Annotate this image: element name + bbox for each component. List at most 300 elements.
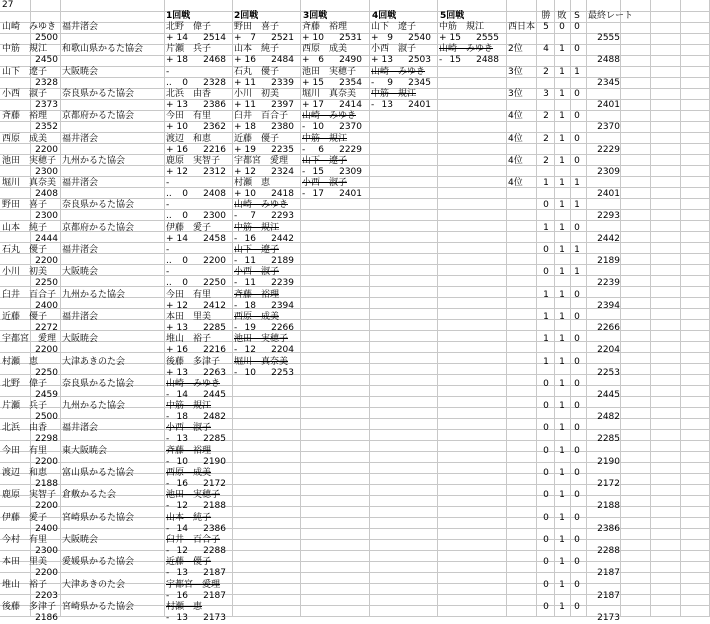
round-opponent[interactable]: 本田 里美 [166,312,212,322]
win-count[interactable]: 0 [543,535,549,545]
round-rating[interactable]: 2328 [203,78,226,88]
round-rating[interactable]: 2250 [203,278,226,288]
player-name[interactable]: 北野 偉子 [2,379,48,389]
win-count[interactable]: 0 [543,379,549,389]
round-opponent[interactable]: 北浜 由香 [166,89,212,99]
rank-label[interactable] [508,223,536,234]
initial-rating[interactable]: 2328 [35,78,58,88]
player-name[interactable]: 村瀬 恵 [2,357,39,367]
round-rating[interactable]: 2300 [203,211,226,221]
player-name[interactable]: 今田 有里 [2,446,48,456]
initial-rating[interactable]: 2250 [35,368,58,378]
round-opponent[interactable]: 山下 遼子 [234,245,280,255]
round-opponent[interactable]: 山崎 みゆき [166,379,221,389]
win-count[interactable]: 0 [543,245,549,255]
final-rating[interactable]: 2172 [597,479,620,489]
round-opponent[interactable]: - [166,178,170,188]
win-count[interactable]: 0 [543,446,549,456]
round-5-header[interactable]: 5回戦 [440,11,465,21]
round-opponent[interactable]: 近藤 優子 [166,557,212,567]
round-opponent[interactable]: 山崎 みゆき [234,200,289,210]
round-opponent[interactable]: 山下 遼子 [302,156,348,166]
round-opponent[interactable]: - [166,67,170,77]
player-club[interactable]: 東大阪暁会 [62,446,108,456]
initial-rating[interactable]: 2250 [35,278,58,288]
player-club[interactable]: 福井渚会 [62,312,99,322]
win-count[interactable]: 1 [543,223,549,233]
initial-rating[interactable]: 2300 [35,546,58,556]
player-club[interactable]: 大津あきのた会 [62,357,126,367]
final-rating[interactable]: 2386 [597,524,620,534]
round-opponent[interactable]: 池田 実穂子 [166,490,221,500]
rank-label[interactable] [508,468,536,479]
s-count[interactable]: 0 [574,111,580,121]
round-opponent[interactable]: - [166,245,170,255]
lose-count[interactable]: 1 [559,44,565,54]
rank-label[interactable] [508,334,536,345]
round-rating[interactable]: 2408 [203,189,226,199]
round-rating[interactable]: 2190 [203,457,226,467]
player-name[interactable]: 鹿原 実智子 [2,490,57,500]
round-rating[interactable]: 2521 [271,33,294,43]
round-opponent[interactable]: 山崎 みゆき [371,67,426,77]
round-rating[interactable]: 2235 [271,145,294,155]
s-count[interactable]: 0 [574,401,580,411]
player-club[interactable]: 福井渚会 [62,245,99,255]
round-opponent[interactable]: 西原 成美 [302,44,348,54]
final-rating[interactable]: 2401 [597,189,620,199]
player-club[interactable]: 宮崎県かるた協会 [62,513,135,523]
player-name[interactable]: 石丸 優子 [2,245,48,255]
round-opponent[interactable]: 小川 初美 [234,89,280,99]
player-name[interactable]: 後藤 多津子 [2,602,57,612]
round-rating[interactable]: 2263 [203,368,226,378]
round-rating[interactable]: 2488 [476,55,499,65]
round-opponent[interactable]: 伊藤 愛子 [166,223,212,233]
win-count[interactable]: 0 [543,513,549,523]
round-rating[interactable]: 2293 [271,211,294,221]
round-rating[interactable]: 2285 [203,434,226,444]
round-opponent[interactable]: 堀川 真奈美 [302,89,357,99]
initial-rating[interactable]: 2200 [35,457,58,467]
rank-label[interactable] [508,602,536,613]
initial-rating[interactable]: 2188 [35,479,58,489]
player-club[interactable]: 和歌山県かるた協会 [62,44,144,54]
final-rating[interactable]: 2309 [597,167,620,177]
round-rating[interactable]: 2401 [408,100,431,110]
lose-count[interactable]: 1 [559,223,565,233]
round-opponent[interactable]: 堆山 裕子 [166,334,212,344]
round-opponent[interactable]: 斉藤 裕理 [234,290,280,300]
round-rating[interactable]: 2482 [203,412,226,422]
player-club[interactable]: 京都府かるた協会 [62,223,135,233]
rank-label[interactable]: 4位 [508,111,523,121]
player-name[interactable]: 今村 有里 [2,535,48,545]
player-name[interactable]: 山崎 みゆき [2,22,57,32]
final-rating[interactable]: 2188 [597,501,620,511]
round-opponent[interactable]: 中筋 規江 [302,134,348,144]
player-club[interactable]: 九州かるた協会 [62,290,126,300]
lose-count[interactable]: 1 [559,357,565,367]
player-club[interactable]: 福井渚会 [62,178,99,188]
initial-rating[interactable]: 2400 [35,301,58,311]
round-opponent[interactable]: 山崎 みゆき [302,111,357,121]
round-rating[interactable]: 2397 [271,100,294,110]
initial-rating[interactable]: 2352 [35,122,58,132]
lose-count[interactable]: 1 [559,267,565,277]
win-count[interactable]: 0 [543,468,549,478]
round-rating[interactable]: 2503 [408,55,431,65]
s-count[interactable]: 0 [574,89,580,99]
rank-label[interactable] [508,312,536,323]
round-rating[interactable]: 2354 [339,78,362,88]
player-name[interactable]: 堆山 裕子 [2,580,48,590]
player-name[interactable]: 本田 里美 [2,557,48,567]
player-club[interactable]: 奈良県かるた協会 [62,379,135,389]
initial-rating[interactable]: 2200 [35,345,58,355]
round-opponent[interactable]: 山崎 みゆき [439,44,494,54]
round-opponent[interactable]: 小西 淑子 [234,267,280,277]
round-rating[interactable]: 2339 [271,78,294,88]
round-opponent[interactable]: 斉藤 裕理 [302,22,348,32]
initial-rating[interactable]: 2298 [35,434,58,444]
initial-rating[interactable]: 2400 [35,524,58,534]
round-opponent[interactable]: 斉藤 裕理 [166,446,212,456]
player-name[interactable]: 中筋 規江 [2,44,48,54]
lose-count[interactable]: 1 [559,134,565,144]
initial-rating[interactable]: 2459 [35,390,58,400]
final-rating[interactable]: 2370 [597,122,620,132]
player-name[interactable]: 伊藤 愛子 [2,513,48,523]
round-opponent[interactable]: 臼井 百合子 [234,111,289,121]
final-rating[interactable]: 2288 [597,546,620,556]
rank-label[interactable]: 西日本 [508,22,536,32]
player-club[interactable]: 京都府かるた協会 [62,111,135,121]
lose-count[interactable]: 1 [559,401,565,411]
initial-rating[interactable]: 2450 [35,55,58,65]
lose-header[interactable]: 敗 [557,11,567,21]
round-rating[interactable]: 2288 [203,546,226,556]
initial-rating[interactable]: 2272 [35,323,58,333]
round-rating[interactable]: 2216 [203,345,226,355]
round-rating[interactable]: 2540 [408,33,431,43]
round-rating[interactable]: 2458 [203,234,226,244]
player-club[interactable]: 倉敷かるた会 [62,490,117,500]
round-rating[interactable]: 2555 [476,33,499,43]
final-rating[interactable]: 2187 [597,568,620,578]
initial-rating[interactable]: 2500 [35,412,58,422]
player-club[interactable]: 九州かるた協会 [62,156,126,166]
rank-label[interactable] [508,513,536,524]
round-rating[interactable]: 2324 [271,167,294,177]
final-rating[interactable]: 2253 [597,368,620,378]
round-rating[interactable]: 2189 [271,256,294,266]
round-3-header[interactable]: 3回戦 [303,11,328,21]
win-count[interactable]: 1 [543,290,549,300]
round-opponent[interactable]: 堀川 真奈美 [234,357,289,367]
final-rating[interactable]: 2345 [597,78,620,88]
round-rating[interactable]: 2442 [271,234,294,244]
s-count[interactable]: 1 [574,178,580,188]
round-rating[interactable]: 2239 [271,278,294,288]
win-count[interactable]: 0 [543,200,549,210]
win-count[interactable]: 0 [543,602,549,612]
round-rating[interactable]: 2172 [203,479,226,489]
round-opponent[interactable]: 今田 有里 [166,111,212,121]
s-count[interactable]: 0 [574,423,580,433]
final-rating[interactable]: 2173 [597,613,620,623]
win-count[interactable]: 1 [543,357,549,367]
win-count[interactable]: 0 [543,267,549,277]
round-opponent[interactable]: 池田 実穂子 [234,334,289,344]
player-club[interactable]: 福井渚会 [62,22,99,32]
rank-label[interactable] [508,423,536,434]
round-rating[interactable]: 2394 [271,301,294,311]
win-count[interactable]: 2 [543,134,549,144]
player-club[interactable]: 大阪暁会 [62,334,99,344]
round-rating[interactable]: 2445 [203,390,226,400]
rank-label[interactable]: 4位 [508,178,523,188]
round-opponent[interactable]: 後藤 多津子 [166,357,221,367]
lose-count[interactable]: 1 [559,312,565,322]
rank-label[interactable] [508,535,536,546]
final-rating[interactable]: 2239 [597,278,620,288]
lose-count[interactable]: 1 [559,178,565,188]
player-name[interactable]: 池田 実穂子 [2,156,57,166]
round-1-header[interactable]: 1回戦 [166,11,191,21]
round-opponent[interactable]: - [166,267,170,277]
lose-count[interactable]: 1 [559,446,565,456]
lose-count[interactable]: 1 [559,423,565,433]
round-rating[interactable]: 2412 [203,301,226,311]
round-opponent[interactable]: - [166,200,170,210]
round-opponent[interactable]: 臼井 百合子 [166,535,221,545]
s-count[interactable]: 0 [574,602,580,612]
lose-count[interactable]: 1 [559,513,565,523]
player-club[interactable]: 福井渚会 [62,134,99,144]
round-opponent[interactable]: 山本 純子 [166,513,212,523]
rank-label[interactable] [508,557,536,568]
s-count[interactable]: 0 [574,156,580,166]
player-club[interactable]: 福井渚会 [62,423,99,433]
round-opponent[interactable]: 今田 有里 [166,290,212,300]
s-count[interactable]: 1 [574,200,580,210]
round-opponent[interactable]: 宇都宮 愛理 [234,156,289,166]
s-count[interactable]: 0 [574,580,580,590]
final-rating[interactable]: 2445 [597,390,620,400]
lose-count[interactable]: 1 [559,602,565,612]
round-rating[interactable]: 2386 [203,100,226,110]
win-count[interactable]: 2 [543,156,549,166]
lose-count[interactable]: 1 [559,535,565,545]
win-count[interactable]: 0 [543,423,549,433]
round-rating[interactable]: 2312 [203,167,226,177]
round-rating[interactable]: 2229 [339,145,362,155]
round-rating[interactable]: 2401 [339,189,362,199]
player-name[interactable]: 小川 初美 [2,267,48,277]
win-count[interactable]: 1 [543,334,549,344]
lose-count[interactable]: 1 [559,334,565,344]
rank-label[interactable] [508,200,536,211]
initial-rating[interactable]: 2200 [35,568,58,578]
s-count[interactable]: 0 [574,290,580,300]
s-count[interactable]: 0 [574,379,580,389]
final-rating[interactable]: 2229 [597,145,620,155]
round-opponent[interactable]: 西原 成美 [234,312,280,322]
player-name[interactable]: 斉藤 裕理 [2,111,48,121]
round-rating[interactable]: 2188 [203,501,226,511]
win-header[interactable]: 勝 [541,11,551,21]
player-name[interactable]: 渡辺 和恵 [2,468,48,478]
player-name[interactable]: 近藤 優子 [2,312,48,322]
final-rating[interactable]: 2189 [597,256,620,266]
round-rating[interactable]: 2173 [203,613,226,623]
player-club[interactable]: 大阪暁会 [62,267,99,277]
round-opponent[interactable]: 宇都宮 愛理 [166,580,221,590]
round-opponent[interactable]: 小西 淑子 [371,44,417,54]
lose-count[interactable]: 1 [559,379,565,389]
lose-count[interactable]: 0 [559,22,565,32]
win-count[interactable]: 5 [543,22,549,32]
final-rating[interactable]: 2266 [597,323,620,333]
final-rating-header[interactable]: 最終レート [588,11,634,21]
win-count[interactable]: 0 [543,580,549,590]
player-club[interactable]: 奈良県かるた協会 [62,200,135,210]
lose-count[interactable]: 1 [559,156,565,166]
player-name[interactable]: 片瀬 兵子 [2,401,48,411]
rank-label[interactable] [508,290,536,301]
initial-rating[interactable]: 2186 [35,613,58,623]
round-opponent[interactable]: 野田 喜子 [234,22,280,32]
s-count[interactable]: 1 [574,67,580,77]
s-count[interactable]: 0 [574,223,580,233]
round-rating[interactable]: 2370 [339,122,362,132]
lose-count[interactable]: 1 [559,245,565,255]
s-count[interactable]: 0 [574,312,580,322]
final-rating[interactable]: 2555 [597,33,620,43]
initial-rating[interactable]: 2408 [35,189,58,199]
initial-rating[interactable]: 2200 [35,145,58,155]
s-count[interactable]: 0 [574,134,580,144]
round-2-header[interactable]: 2回戦 [234,11,259,21]
player-club[interactable]: 奈良県かるた協会 [62,89,135,99]
round-rating[interactable]: 2490 [339,55,362,65]
win-count[interactable]: 1 [543,178,549,188]
player-club[interactable]: 宮崎県かるた協会 [62,602,135,612]
round-rating[interactable]: 2484 [271,55,294,65]
round-rating[interactable]: 2285 [203,323,226,333]
s-count[interactable]: 0 [574,44,580,54]
final-rating[interactable]: 2293 [597,211,620,221]
round-opponent[interactable]: 山下 遼子 [371,22,417,32]
player-name[interactable]: 山下 遼子 [2,67,48,77]
round-rating[interactable]: 2309 [339,167,362,177]
round-rating[interactable]: 2362 [203,122,226,132]
player-club[interactable]: 大津あきのた会 [62,580,126,590]
player-name[interactable]: 西原 成美 [2,134,48,144]
round-opponent[interactable]: 西原 成美 [166,468,212,478]
win-count[interactable]: 2 [543,111,549,121]
rank-label[interactable]: 3位 [508,67,523,77]
player-club[interactable]: 九州かるた協会 [62,401,126,411]
round-opponent[interactable]: 中筋 規江 [234,223,280,233]
lose-count[interactable]: 1 [559,200,565,210]
rank-label[interactable] [508,379,536,390]
player-club[interactable]: 大阪暁会 [62,535,99,545]
player-name[interactable]: 野田 喜子 [2,200,48,210]
rank-label[interactable] [508,490,536,501]
round-opponent[interactable]: 池田 実穂子 [302,67,357,77]
round-rating[interactable]: 2345 [408,78,431,88]
round-opponent[interactable]: 鹿原 実智子 [166,156,221,166]
final-rating[interactable]: 2401 [597,100,620,110]
initial-rating[interactable]: 2200 [35,256,58,266]
player-name[interactable]: 堀川 真奈美 [2,178,57,188]
player-club[interactable]: 大阪暁会 [62,67,99,77]
win-count[interactable]: 4 [543,44,549,54]
rank-label[interactable] [508,267,536,278]
lose-count[interactable]: 1 [559,67,565,77]
round-opponent[interactable]: 村瀬 恵 [166,602,203,612]
round-rating[interactable]: 2418 [271,189,294,199]
round-rating[interactable]: 2204 [271,345,294,355]
s-count[interactable]: 0 [574,357,580,367]
rank-label[interactable]: 2位 [508,44,523,54]
round-opponent[interactable]: 中筋 規江 [439,22,485,32]
lose-count[interactable]: 1 [559,290,565,300]
round-opponent[interactable]: 近藤 優子 [234,134,280,144]
win-count[interactable]: 0 [543,401,549,411]
player-name[interactable]: 宇都宮 愛理 [2,334,57,344]
round-opponent[interactable]: 中筋 規江 [166,401,212,411]
round-rating[interactable]: 2386 [203,524,226,534]
s-count[interactable]: 0 [574,557,580,567]
round-rating[interactable]: 2414 [339,100,362,110]
final-rating[interactable]: 2187 [597,591,620,601]
player-club[interactable]: 愛媛県かるた協会 [62,557,135,567]
win-count[interactable]: 0 [543,490,549,500]
rank-label[interactable] [508,446,536,457]
final-rating[interactable]: 2285 [597,434,620,444]
round-opponent[interactable]: 渡辺 和恵 [166,134,212,144]
lose-count[interactable]: 1 [559,580,565,590]
round-rating[interactable]: 2514 [203,33,226,43]
round-rating[interactable]: 2216 [203,145,226,155]
rank-label[interactable] [508,401,536,412]
s-count[interactable]: 0 [574,334,580,344]
final-rating[interactable]: 2204 [597,345,620,355]
initial-rating[interactable]: 2300 [35,167,58,177]
corner-label[interactable]: 27 [2,0,14,10]
rank-label[interactable]: 4位 [508,134,523,144]
initial-rating[interactable]: 2373 [35,100,58,110]
initial-rating[interactable]: 2444 [35,234,58,244]
round-rating[interactable]: 2253 [271,368,294,378]
win-count[interactable]: 1 [543,312,549,322]
final-rating[interactable]: 2488 [597,55,620,65]
lose-count[interactable]: 1 [559,89,565,99]
final-rating[interactable]: 2482 [597,412,620,422]
s-header[interactable]: S [574,11,580,21]
round-opponent[interactable]: 小西 淑子 [302,178,348,188]
round-opponent[interactable]: 北野 偉子 [166,22,212,32]
rank-label[interactable]: 4位 [508,156,523,166]
lose-count[interactable]: 1 [559,111,565,121]
s-count[interactable]: 0 [574,22,580,32]
final-rating[interactable]: 2190 [597,457,620,467]
round-opponent[interactable]: 石丸 優子 [234,67,280,77]
s-count[interactable]: 0 [574,513,580,523]
